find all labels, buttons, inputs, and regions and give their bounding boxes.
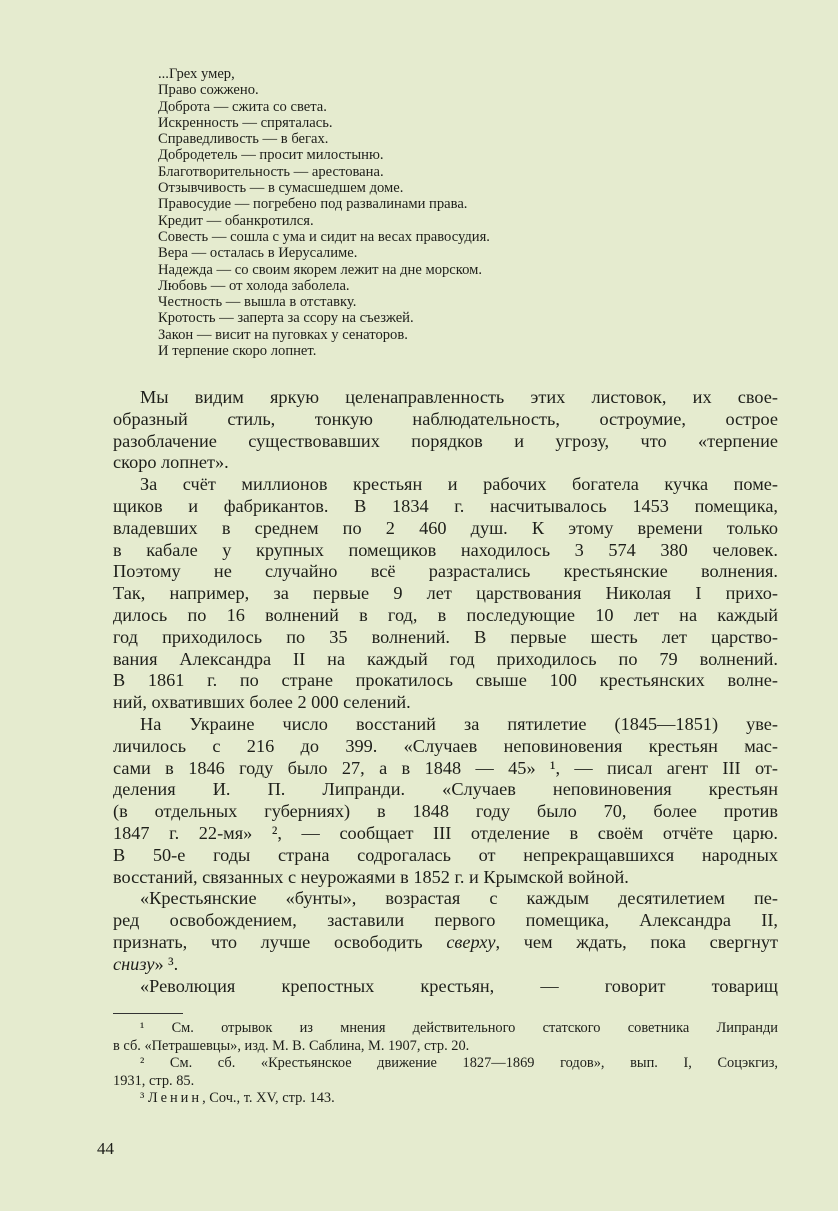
text-line — [113, 605, 778, 627]
poem-line: Закон — висит на пуговках у сенаторов. — [158, 326, 408, 343]
poem-line: И терпение скоро лопнет. — [158, 343, 317, 360]
text-segment: В 1861 г. по стране прокатилось свыше 100 крестьянских волне- — [113, 670, 778, 691]
text-line — [113, 758, 778, 780]
text-segment: деления И. П. Липранди. «Случаев неповиновения крестьян — [113, 779, 778, 800]
paragraph — [113, 714, 778, 888]
text-segment: снизу — [113, 953, 155, 974]
text-segment: 1847 г. 22-мя» ², — сообщает III отделение в своём отчёте царю. — [113, 822, 778, 843]
text-segment: ний, охвативших более 2 000 селений. — [113, 692, 411, 713]
poem-line: Справедливость — в бегах. — [158, 131, 329, 148]
text-line — [113, 431, 778, 453]
text-segment: Ленин — [147, 1090, 203, 1107]
text-segment: разоблачение существовавших порядков и угрозу, что «терпение — [113, 430, 778, 451]
paragraph — [113, 888, 778, 975]
text-line — [113, 714, 778, 736]
text-segment: Поэтому не случайно всё разрастались крестьянские волнения. — [113, 561, 778, 582]
poem-line: Кредит — обанкротился. — [158, 212, 314, 229]
poem-line: Отзывчивость — в сумасшедшем доме. — [158, 180, 404, 197]
poem-line: Благотворительность — арестована. — [158, 163, 384, 180]
text-line — [113, 561, 778, 583]
text-segment: владевших в среднем по 2 460 душ. К этому времени только — [113, 517, 778, 538]
poem-line: Право сожжено. — [158, 82, 259, 99]
paragraph — [113, 387, 778, 474]
text-segment: признать, что лучше освободить — [113, 931, 447, 952]
footnote-line — [113, 1038, 778, 1056]
text-line — [113, 409, 778, 431]
footnote — [113, 1055, 778, 1090]
text-segment: ред освобождением, заставили первого помещика, Александра II, — [113, 910, 778, 931]
text-line — [113, 932, 778, 954]
text-segment: «Революция крепостных крестьян, — говорит товарищ — [140, 975, 778, 996]
text-line — [113, 627, 778, 649]
text-line — [113, 954, 778, 976]
text-line — [113, 736, 778, 758]
text-segment: в сб. «Петрашевцы», изд. М. В. Саблина, М. 1907, стр. 20. — [113, 1037, 470, 1054]
paragraph — [113, 474, 778, 714]
footnote-line — [113, 1020, 778, 1038]
footnote-line — [113, 1090, 778, 1108]
text-line — [113, 670, 778, 692]
text-line — [113, 823, 778, 845]
text-line — [113, 801, 778, 823]
footnotes — [113, 1020, 778, 1108]
footnote-line — [113, 1073, 778, 1091]
text-segment: , Соч., т. XV, стр. 143. — [202, 1090, 335, 1107]
text-line — [113, 583, 778, 605]
text-line — [113, 867, 778, 889]
text-segment: За счёт миллионов крестьян и рабочих богатела кучка поме- — [140, 474, 778, 495]
text-segment: ² См. сб. «Крестьянское движение 1827—1869 годов», вып. I, Соцэкгиз, — [140, 1055, 778, 1072]
poem-line: Честность — вышла в отставку. — [158, 294, 357, 311]
text-segment: , чем ждать, пока свергнут — [495, 931, 778, 952]
footnote — [113, 1020, 778, 1055]
text-segment: » ³. — [154, 953, 179, 974]
text-segment: ¹ См. отрывок из мнения действительного статского советника Липранди — [140, 1020, 778, 1036]
text-line — [113, 474, 778, 496]
page-number: 44 — [97, 1139, 114, 1158]
footnote — [113, 1090, 778, 1108]
text-line — [113, 910, 778, 932]
text-line — [113, 888, 778, 910]
text-segment: вания Александра II на каждый год приходилось по 79 волнений. — [113, 648, 778, 669]
text-segment: дилось по 16 волнений в год, в последующие 10 лет на каждый — [113, 604, 778, 625]
text-segment: сверху — [446, 931, 496, 952]
main-text — [113, 387, 778, 997]
text-segment: В 50-е годы страна содрогалась от непрекращавшихся народных — [113, 844, 778, 865]
poem-line: ...Грех умер, — [158, 66, 235, 82]
poem-line: Доброта — сжита со света. — [158, 98, 327, 115]
text-segment: На Украине число восстаний за пятилетие (1845—1851) уве- — [140, 713, 778, 734]
poem-line: Правосудие — погребено под развалинами права. — [158, 196, 468, 213]
text-segment: личилось с 216 до 399. «Случаев неповиновения крестьян мас- — [113, 735, 778, 756]
poem-line: Добродетель — просит милостыню. — [158, 147, 384, 164]
poem-line: Любовь — от холода заболела. — [158, 277, 350, 294]
text-segment: восстаний, связанных с неурожаями в 1852 г. и Крымской войной. — [113, 866, 629, 887]
text-line — [113, 496, 778, 518]
poem-line: Надежда — со своим якорем лежит на дне морском. — [158, 261, 483, 278]
text-line — [113, 692, 778, 714]
text-segment: скоро лопнет». — [113, 452, 229, 473]
footnote-line — [113, 1055, 778, 1073]
text-line — [113, 540, 778, 562]
text-segment: год приходилось по 35 волнений. В первые шесть лет царство- — [113, 626, 778, 647]
poem-line: Кротость — заперта за ссору на съезжей. — [158, 310, 414, 327]
text-segment: сами в 1846 году было 27, а в 1848 — 45» ¹, — писал агент III от- — [113, 757, 778, 778]
poem-line: Совесть — сошла с ума и сидит на весах правосудия. — [158, 228, 490, 245]
poem-line: Вера — осталась в Иерусалиме. — [158, 245, 358, 262]
text-segment: Мы видим яркую целенаправленность этих листовок, их свое- — [140, 387, 778, 407]
text-segment: Так, например, за первые 9 лет царствования Николая I прихо- — [113, 583, 778, 604]
text-line — [113, 845, 778, 867]
text-segment: образный стиль, тонкую наблюдательность, остроумие, острое — [113, 408, 778, 429]
text-segment: ³ — [140, 1090, 148, 1107]
text-line — [113, 779, 778, 801]
text-segment: (в отдельных губерниях) в 1848 году было 70, более против — [113, 801, 778, 822]
text-line — [113, 518, 778, 540]
paragraph — [113, 976, 778, 998]
text-line — [113, 649, 778, 671]
text-line — [113, 387, 778, 409]
text-segment: щиков и фабрикантов. В 1834 г. насчитывалось 1453 помещика, — [113, 495, 778, 516]
text-segment: 1931, стр. 85. — [113, 1072, 195, 1089]
poem — [158, 66, 490, 359]
poem-line: Искренность — спряталась. — [158, 114, 333, 131]
footnote-divider — [113, 1013, 183, 1014]
text-line — [113, 976, 778, 998]
text-segment: в кабале у крупных помещиков находилось 3 574 380 человек. — [113, 539, 778, 560]
text-line — [113, 452, 778, 474]
text-segment: «Крестьянские «бунты», возрастая с каждым десятилетием пе- — [140, 888, 778, 909]
